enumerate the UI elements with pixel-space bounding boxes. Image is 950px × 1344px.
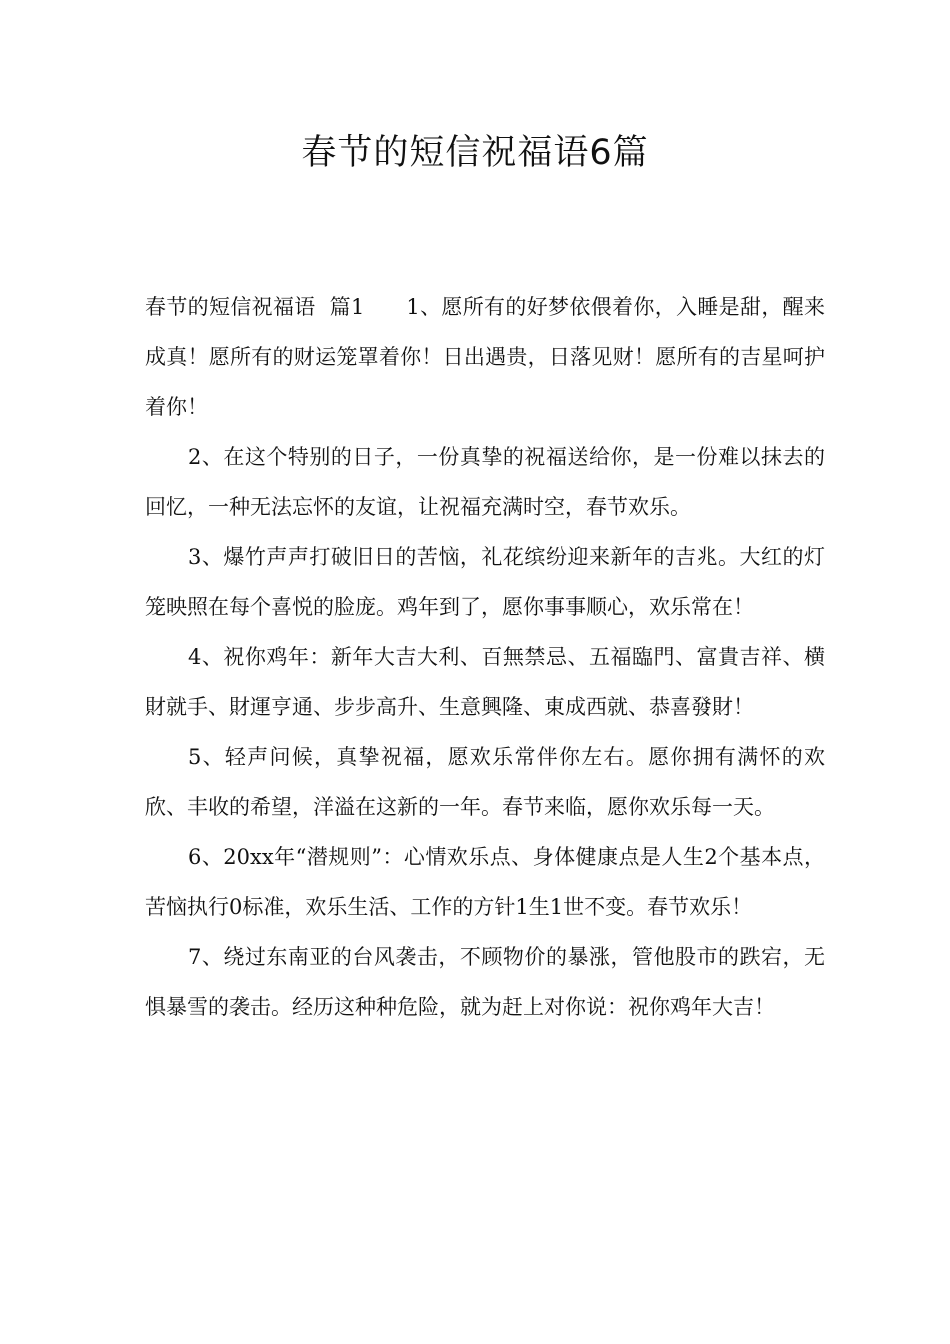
- paragraph-1-text: 1、愿所有的好梦依偎着你，入睡是甜，醒来成真！愿所有的财运笼罩着你！日出遇贵，日落见财！愿所有的吉星呵护着你！: [145, 295, 825, 419]
- paragraph-3: 3、爆竹声声打破旧日的苦恼，礼花缤纷迎来新年的吉兆。大红的灯笼映照在每个喜悦的脸庞。鸡年到了，愿你事事顺心，欢乐常在！: [145, 545, 825, 619]
- paragraph-6: 6、20xx年“潜规则”：心情欢乐点、身体健康点是人生2个基本点，苦恼执行0标准，欢乐生活、工作的方针1生1世不变。春节欢乐！: [145, 845, 825, 919]
- document-title: 春节的短信祝福语6篇: [301, 133, 649, 173]
- paragraph-4: 4、祝你鸡年：新年大吉大利、百無禁忌、五福臨門、富貴吉祥、横財就手、財運亨通、步步高升、生意興隆、東成西就、恭喜發財！: [145, 645, 825, 719]
- section-label: 春节的短信祝福语 篇1: [145, 295, 365, 319]
- paragraph-2: 2、在这个特别的日子，一份真挚的祝福送给你，是一份难以抹去的回忆，一种无法忘怀的友谊，让祝福充满时空，春节欢乐。: [145, 445, 825, 519]
- paragraph-5: 5、轻声问候，真挚祝福，愿欢乐常伴你左右。愿你拥有满怀的欢欣、丰收的希望，洋溢在这新的一年。春节来临，愿你欢乐每一天。: [145, 745, 825, 819]
- paragraph-1: [145, 282, 825, 432]
- paragraph-7: 7、绕过东南亚的台风袭击，不顾物价的暴涨，管他股市的跌宕，无惧暴雪的袭击。经历这种种危险，就为赶上对你说：祝你鸡年大吉！: [145, 945, 825, 1019]
- document-body: [145, 282, 825, 1032]
